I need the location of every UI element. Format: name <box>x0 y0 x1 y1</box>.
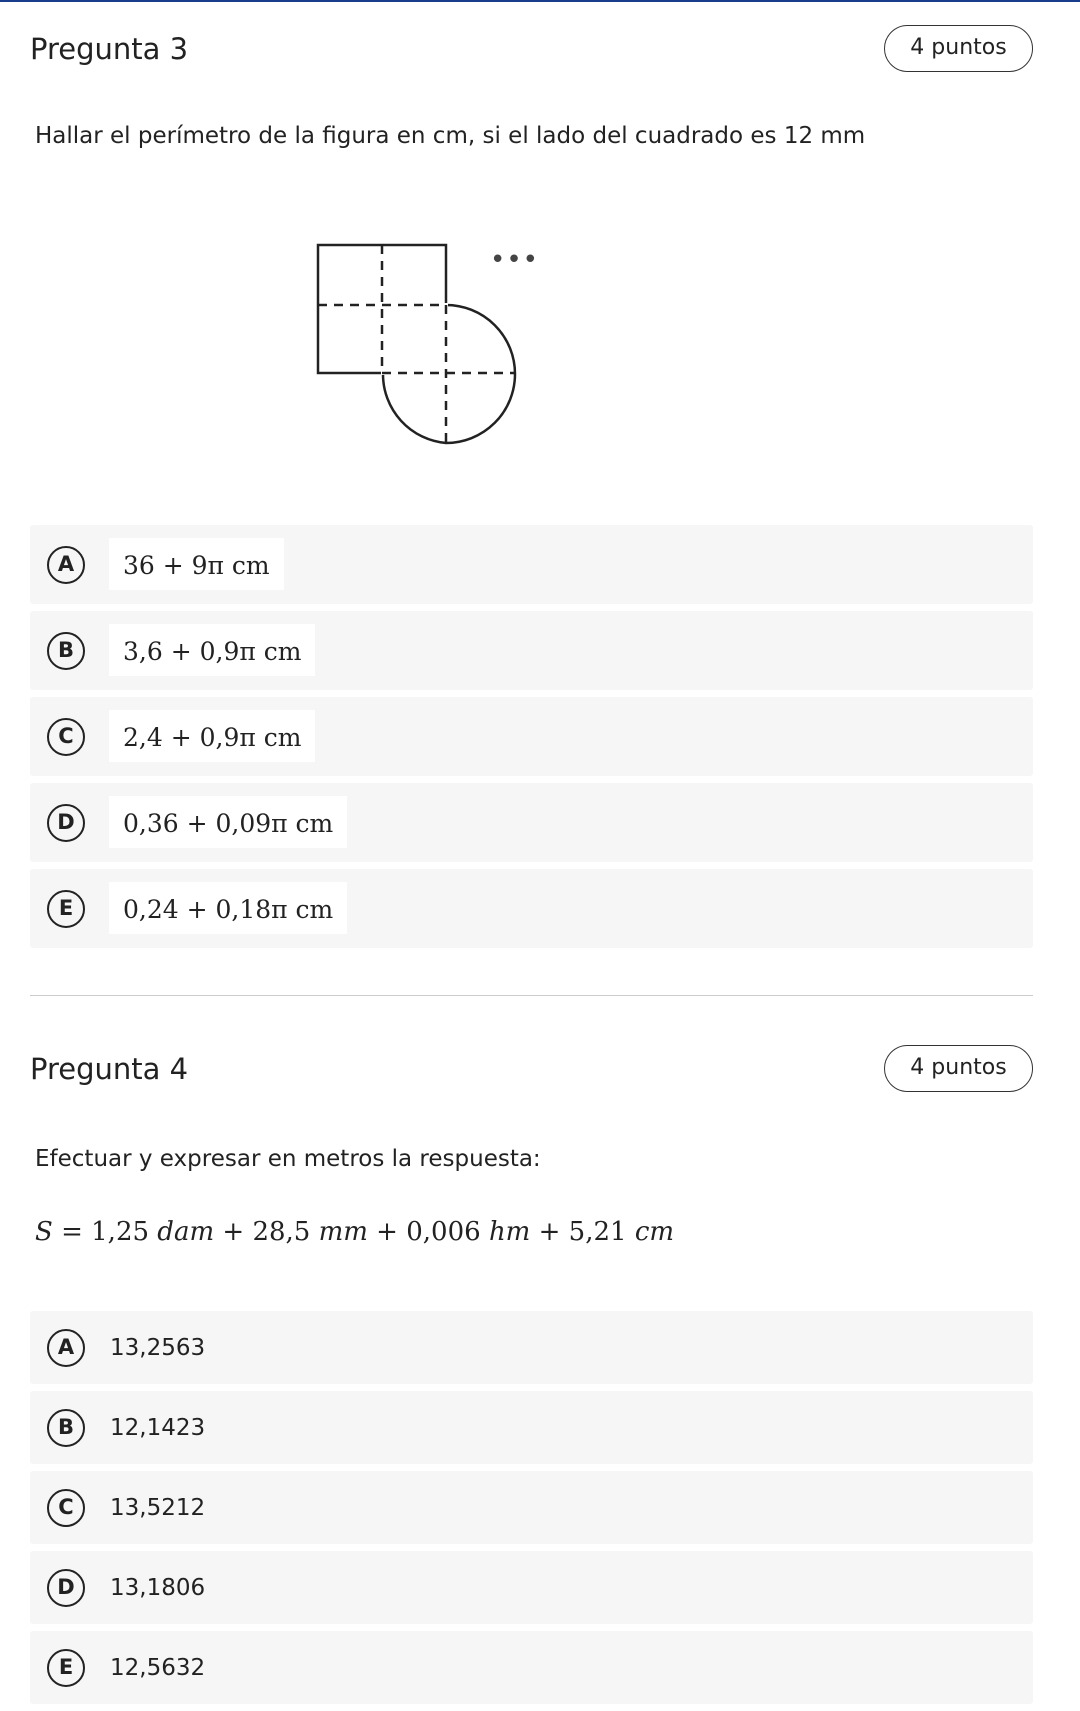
formula-term-4-value: 5,21 <box>568 1217 627 1247</box>
question-prompt: Efectuar y expresar en metros la respuesta: <box>35 1146 541 1172</box>
option-d[interactable] <box>30 1551 1033 1624</box>
points-badge: 4 puntos <box>884 1045 1033 1092</box>
question-header <box>30 1020 1033 1120</box>
option-letter-icon: A <box>47 1329 85 1367</box>
option-letter-icon: D <box>47 804 85 842</box>
option-letter-icon: C <box>47 1489 85 1527</box>
question-prompt: Hallar el perímetro de la figura en cm, si el lado del cuadrado es 12 mm <box>35 123 866 149</box>
formula-lhs: S <box>35 1217 53 1247</box>
formula-term-2-value: 28,5 <box>252 1217 311 1247</box>
option-formula: 0,36 + 0,09π cm <box>109 796 347 848</box>
option-text: 13,5212 <box>110 1494 206 1521</box>
option-letter-icon: E <box>47 1649 85 1687</box>
question-3 <box>30 0 1033 924</box>
option-letter-icon: D <box>47 1569 85 1607</box>
option-text: 13,2563 <box>110 1334 206 1361</box>
option-text: 12,1423 <box>110 1414 206 1441</box>
option-formula: 3,6 + 0,9π cm <box>109 624 315 676</box>
answer-options <box>30 1311 1033 1704</box>
points-badge: 4 puntos <box>884 25 1033 72</box>
option-d[interactable] <box>30 783 1033 862</box>
option-formula: 36 + 9π cm <box>109 538 284 590</box>
option-letter-icon: B <box>47 1409 85 1447</box>
option-formula: 2,4 + 0,9π cm <box>109 710 315 762</box>
formula-term-1-value: 1,25 <box>91 1217 150 1247</box>
option-a[interactable] <box>30 525 1033 604</box>
formula-term-3-unit: hm <box>488 1217 531 1247</box>
option-b[interactable] <box>30 1391 1033 1464</box>
option-text: 12,5632 <box>110 1654 206 1681</box>
section-divider <box>30 995 1033 996</box>
formula-term-3-value: 0,006 <box>406 1217 481 1247</box>
option-e[interactable] <box>30 869 1033 948</box>
question-header <box>30 0 1033 100</box>
question-title: Pregunta 4 <box>30 1052 189 1086</box>
option-b[interactable] <box>30 611 1033 690</box>
option-letter-icon: C <box>47 718 85 756</box>
option-c[interactable] <box>30 697 1033 776</box>
option-letter-icon: A <box>47 546 85 584</box>
option-letter-icon: E <box>47 890 85 928</box>
option-text: 13,1806 <box>110 1574 206 1601</box>
formula-term-1-unit: dam <box>157 1217 215 1247</box>
question-4 <box>30 1020 1033 1681</box>
formula-term-2-unit: mm <box>318 1217 368 1247</box>
more-options-icon[interactable]: ••• <box>490 245 540 275</box>
option-e[interactable] <box>30 1631 1033 1704</box>
option-a[interactable] <box>30 1311 1033 1384</box>
answer-options <box>30 525 1033 948</box>
sum-formula: S = 1,25 dam + 28,5 mm + 0,006 hm + 5,21 cm <box>35 1217 675 1247</box>
option-c[interactable] <box>30 1471 1033 1544</box>
option-formula: 0,24 + 0,18π cm <box>109 882 347 934</box>
formula-term-4-unit: cm <box>634 1217 675 1247</box>
option-letter-icon: B <box>47 632 85 670</box>
question-title: Pregunta 3 <box>30 32 189 66</box>
